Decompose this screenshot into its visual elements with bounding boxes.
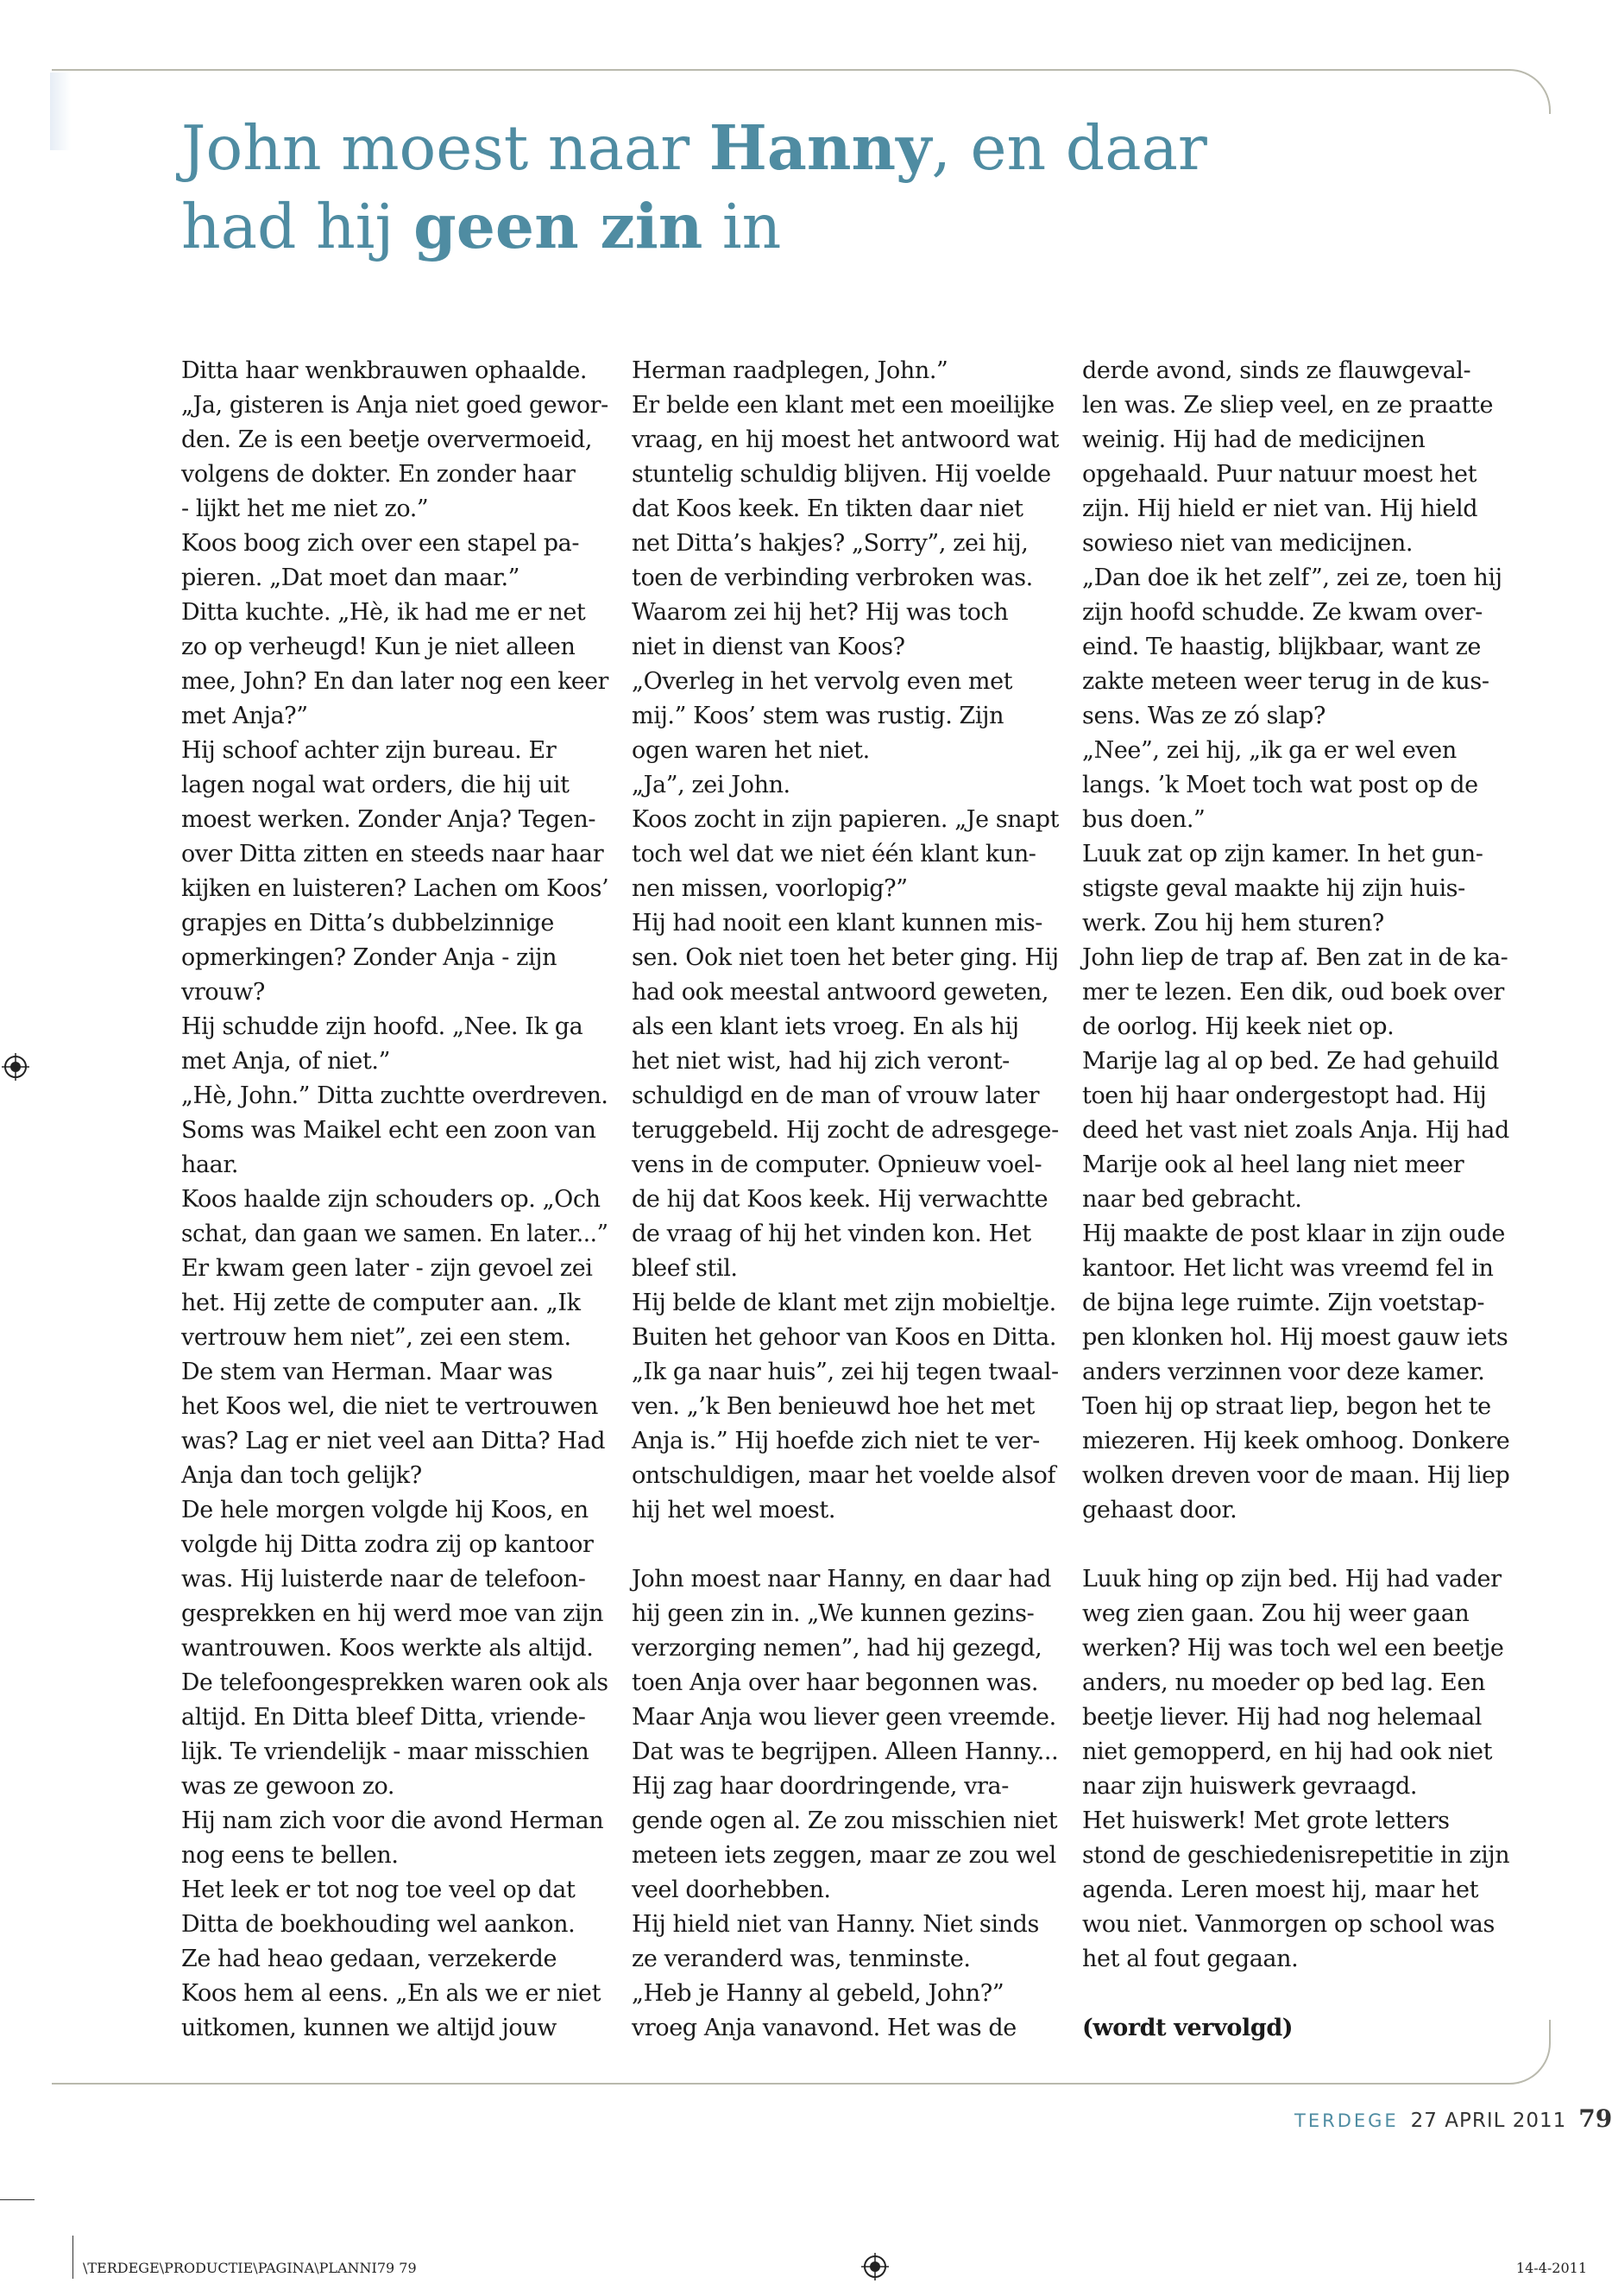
text-column-2 — [632, 354, 1059, 2046]
text-line: was? Lag er niet veel aan Ditta? Had — [181, 1428, 606, 1454]
article-headline — [181, 109, 1433, 266]
text-line: „Hè, John.” Ditta zuchtte overdreven. — [181, 1082, 608, 1109]
text-line: ven. „’k Ben benieuwd hoe het met — [632, 1393, 1035, 1420]
text-line: (wordt vervolgd) — [1082, 2015, 1294, 2041]
text-line: Ditta de boekhouding wel aankon. — [181, 1911, 576, 1938]
text-line: De stem van Herman. Maar was — [181, 1359, 553, 1385]
text-line: haar. — [181, 1151, 239, 1178]
text-line: nog eens te bellen. — [181, 1842, 399, 1869]
text-line: dat Koos keek. En tikten daar niet — [632, 495, 1023, 522]
text-line: uitkomen, kunnen we altijd jouw — [181, 2015, 557, 2041]
text-line: Hij belde de klant met zijn mobieltje. — [632, 1290, 1056, 1316]
text-line: pieren. „Dat moet dan maar.” — [181, 565, 520, 591]
text-line: Hij nam zich voor die avond Herman — [181, 1807, 604, 1834]
text-line: stuntelig schuldig blijven. Hij voelde — [632, 461, 1051, 488]
text-line: gende ogen al. Ze zou misschien niet — [632, 1807, 1058, 1834]
text-line: zakte meteen weer terug in de kus- — [1082, 668, 1489, 695]
text-line: had ook meestal antwoord geweten, — [632, 979, 1049, 1006]
text-line: den. Ze is een beetje oververmoeid, — [181, 426, 593, 453]
text-line: volgens de dokter. En zonder haar — [181, 461, 576, 488]
text-line: „Overleg in het vervolg even met — [632, 668, 1013, 695]
page-frame-top — [52, 69, 1551, 114]
text-line: naar bed gebracht. — [1082, 1186, 1302, 1213]
text-line: zijn. Hij hield er niet van. Hij hield — [1082, 495, 1478, 522]
text-line: Maar Anja wou liever geen vreemde. — [632, 1704, 1056, 1731]
text-line: ze veranderd was, tenminste. — [632, 1946, 971, 1972]
text-line: Koos haalde zijn schouders op. „Och — [181, 1186, 601, 1213]
text-line: was. Hij luisterde naar de telefoon- — [181, 1566, 586, 1593]
issue-date: 27 APRIL 2011 — [1410, 2110, 1567, 2132]
text-line: Dat was te begrijpen. Alleen Hanny... — [632, 1738, 1059, 1765]
text-line: het. Hij zette de computer aan. „Ik — [181, 1290, 581, 1316]
text-line: lagen nogal wat orders, die hij uit — [181, 772, 570, 798]
text-line: anders, nu moeder op bed lag. Een — [1082, 1669, 1485, 1696]
text-line: Hij hield niet van Hanny. Niet sinds — [632, 1911, 1039, 1938]
text-line: stond de geschiedenisrepetitie in zijn — [1082, 1842, 1510, 1869]
text-line: teruggebeld. Hij zocht de adresgege- — [632, 1117, 1059, 1144]
text-line: altijd. En Ditta bleef Ditta, vriende- — [181, 1704, 586, 1731]
text-line: ontschuldigen, maar het voelde alsof — [632, 1462, 1056, 1489]
text-line: John liep de trap af. Ben zat in de ka- — [1082, 944, 1508, 971]
headline-segment: John moest naar — [181, 112, 709, 184]
text-line: Hij schoof achter zijn bureau. Er — [181, 737, 557, 764]
text-line: volgde hij Ditta zodra zij op kantoor — [181, 1531, 594, 1558]
headline-line-2 — [181, 187, 1433, 266]
text-line: derde avond, sinds ze flauwgeval- — [1082, 357, 1471, 384]
text-line: „Dan doe ik het zelf”, zei ze, toen hij — [1082, 565, 1502, 591]
text-line: Marije lag al op bed. Ze had gehuild — [1082, 1048, 1499, 1075]
page-number: 79 — [1578, 2104, 1612, 2133]
text-line: mij.” Koos’ stem was rustig. Zijn — [632, 703, 1004, 729]
text-line: eind. Te haastig, blijkbaar, want ze — [1082, 634, 1482, 660]
text-line: len was. Ze sliep veel, en ze praatte — [1082, 392, 1494, 419]
trim-mark — [72, 2236, 73, 2279]
headline-segment: in — [702, 191, 782, 262]
text-line: gehaast door. — [1082, 1497, 1237, 1523]
text-line: net Ditta’s hakjes? „Sorry”, zei hij, — [632, 530, 1029, 557]
text-line: niet in dienst van Koos? — [632, 634, 905, 660]
text-line: wolken dreven voor de maan. Hij liep — [1082, 1462, 1510, 1489]
text-line: hij geen zin in. „We kunnen gezins- — [632, 1600, 1035, 1627]
text-line: toen de verbinding verbroken was. — [632, 565, 1033, 591]
text-line: nen missen, voorlopig?” — [632, 875, 908, 902]
text-line: was ze gewoon zo. — [181, 1773, 395, 1800]
headline-emphasis: Hanny — [708, 111, 932, 184]
text-line: Koos hem al eens. „En als we er niet — [181, 1980, 601, 2007]
text-line: weinig. Hij had de medicijnen — [1082, 426, 1426, 453]
text-line: Luuk hing op zijn bed. Hij had vader — [1082, 1566, 1502, 1593]
text-line: agenda. Leren moest hij, maar het — [1082, 1877, 1479, 1903]
text-line: naar zijn huiswerk gevraagd. — [1082, 1773, 1418, 1800]
text-line: Hij zag haar doordringende, vra- — [632, 1773, 1009, 1800]
page-footer — [1294, 2102, 1612, 2136]
text-line: mee, John? En dan later nog een keer — [181, 668, 608, 695]
text-line: Koos zocht in zijn papieren. „Je snapt — [632, 806, 1059, 833]
text-line: Anja is.” Hij hoefde zich niet te ver- — [632, 1428, 1040, 1454]
text-line: Ditta haar wenkbrauwen ophaalde. — [181, 357, 588, 384]
text-line: ogen waren het niet. — [632, 737, 870, 764]
headline-segment: had hij — [181, 191, 414, 262]
text-line: gesprekken en hij werd moe van zijn — [181, 1600, 604, 1627]
text-line: met Anja, of niet.” — [181, 1048, 391, 1075]
text-line: wou niet. Vanmorgen op school was — [1082, 1911, 1495, 1938]
text-line: sen. Ook niet toen het beter ging. Hij — [632, 944, 1059, 971]
text-line: „Ja, gisteren is Anja niet goed gewor- — [181, 392, 608, 419]
text-line: bus doen.” — [1082, 806, 1206, 833]
text-line: Er belde een klant met een moeilijke — [632, 392, 1055, 419]
text-line: verzorging nemen”, had hij gezegd, — [632, 1635, 1042, 1662]
text-line: bleef stil. — [632, 1255, 738, 1282]
print-slug-date: 14-4-2011 — [1515, 2260, 1587, 2276]
text-line — [632, 1528, 1059, 1562]
text-line: als een klant iets vroeg. En als hij — [632, 1013, 1019, 1040]
text-line: veel doorhebben. — [632, 1877, 831, 1903]
text-line: zijn hoofd schudde. Ze kwam over- — [1082, 599, 1483, 626]
text-line: niet gemopperd, en hij had ook niet — [1082, 1738, 1493, 1765]
text-line: het Koos wel, die niet te vertrouwen — [181, 1393, 599, 1420]
text-line: John moest naar Hanny, en daar had — [632, 1566, 1051, 1593]
text-line: Hij maakte de post klaar in zijn oude — [1082, 1221, 1505, 1247]
text-line — [1082, 1528, 1509, 1562]
text-line: Herman raadplegen, John.” — [632, 357, 948, 384]
text-column-1 — [181, 354, 608, 2046]
text-line: vroeg Anja vanavond. Het was de — [632, 2015, 1017, 2041]
print-slug-path: \TERDEGE\PRODUCTIE\PAGINA\PLANNI79 79 — [83, 2260, 417, 2276]
text-line: zo op verheugd! Kun je niet alleen — [181, 634, 576, 660]
text-line: met Anja?” — [181, 703, 308, 729]
text-line: sowieso niet van medicijnen. — [1082, 530, 1414, 557]
text-line: Marije ook al heel lang niet meer — [1082, 1151, 1464, 1178]
text-line: kijken en luisteren? Lachen om Koos’ — [181, 875, 609, 902]
text-line: het al fout gegaan. — [1082, 1946, 1299, 1972]
text-line: toen Anja over haar begonnen was. — [632, 1669, 1039, 1696]
text-line: Hij had nooit een klant kunnen mis- — [632, 910, 1042, 937]
text-line: Het leek er tot nog toe veel op dat — [181, 1877, 576, 1903]
text-line: Het huiswerk! Met grote letters — [1082, 1807, 1450, 1834]
text-line: sens. Was ze zó slap? — [1082, 703, 1325, 729]
text-line: vertrouw hem niet”, zei een stem. — [181, 1324, 571, 1351]
registration-mark-icon — [861, 2253, 889, 2280]
text-line: De hele morgen volgde hij Koos, en — [181, 1497, 589, 1523]
text-line: kantoor. Het licht was vreemd fel in — [1082, 1255, 1494, 1282]
text-line: opmerkingen? Zonder Anja - zijn — [181, 944, 557, 971]
text-line: de hij dat Koos keek. Hij verwachtte — [632, 1186, 1048, 1213]
registration-mark-icon — [2, 1053, 29, 1081]
text-line: langs. ’k Moet toch wat post op de — [1082, 772, 1478, 798]
text-line: de vraag of hij het vinden kon. Het — [632, 1221, 1031, 1247]
text-line: vens in de computer. Opnieuw voel- — [632, 1151, 1042, 1178]
text-line: vraag, en hij moest het antwoord wat — [632, 426, 1060, 453]
text-line — [1082, 1977, 1509, 2011]
text-line: beetje liever. Hij had nog helemaal — [1082, 1704, 1483, 1731]
text-line: - lijkt het me niet zo.” — [181, 495, 429, 522]
text-line: „Ik ga naar huis”, zei hij tegen twaal- — [632, 1359, 1059, 1385]
text-line: De telefoongesprekken waren ook als — [181, 1669, 608, 1696]
text-column-3 — [1082, 354, 1509, 2046]
text-line: Er kwam geen later - zijn gevoel zei — [181, 1255, 593, 1282]
text-line: „Nee”, zei hij, „ik ga er wel even — [1082, 737, 1457, 764]
text-line: Ditta kuchte. „Hè, ik had me er net — [181, 599, 586, 626]
text-line: schat, dan gaan we samen. En later...” — [181, 1221, 608, 1247]
text-line: Ze had heao gedaan, verzekerde — [181, 1946, 557, 1972]
text-line: Toen hij op straat liep, begon het te — [1082, 1393, 1491, 1420]
text-line: lijk. Te vriendelijk - maar misschien — [181, 1738, 589, 1765]
text-line: grapjes en Ditta’s dubbelzinnige — [181, 910, 555, 937]
text-line: toen hij haar ondergestopt had. Hij — [1082, 1082, 1487, 1109]
text-line: Buiten het gehoor van Koos en Ditta. — [632, 1324, 1057, 1351]
text-line: werken? Hij was toch wel een beetje — [1082, 1635, 1504, 1662]
text-line: over Ditta zitten en steeds naar haar — [181, 841, 604, 867]
text-line: mer te lezen. Een dik, oud boek over — [1082, 979, 1504, 1006]
headline-emphasis: geen zin — [413, 190, 703, 262]
text-line: miezeren. Hij keek omhoog. Donkere — [1082, 1428, 1510, 1454]
text-line: Soms was Maikel echt een zoon van — [181, 1117, 596, 1144]
magazine-name: TERDEGE — [1294, 2110, 1399, 2131]
headline-line-1 — [181, 109, 1433, 187]
text-line: deed het vast niet zoals Anja. Hij had — [1082, 1117, 1509, 1144]
text-line: Hij schudde zijn hoofd. „Nee. Ik ga — [181, 1013, 583, 1040]
text-line: meteen iets zeggen, maar ze zou wel — [632, 1842, 1056, 1869]
text-line: Waarom zei hij het? Hij was toch — [632, 599, 1009, 626]
text-line: schuldigd en de man of vrouw later — [632, 1082, 1040, 1109]
text-line: toch wel dat we niet één klant kun- — [632, 841, 1036, 867]
text-line: werk. Zou hij hem sturen? — [1082, 910, 1384, 937]
text-line: „Heb je Hanny al gebeld, John?” — [632, 1980, 1004, 2007]
text-line: vrouw? — [181, 979, 265, 1006]
text-line: Luuk zat op zijn kamer. In het gun- — [1082, 841, 1483, 867]
text-line: moest werken. Zonder Anja? Tegen- — [181, 806, 596, 833]
text-line: stigste geval maakte hij zijn huis- — [1082, 875, 1465, 902]
text-line: weg zien gaan. Zou hij weer gaan — [1082, 1600, 1470, 1627]
text-line: wantrouwen. Koos werkte als altijd. — [181, 1635, 594, 1662]
text-line: het niet wist, had hij zich veront- — [632, 1048, 1010, 1075]
text-line: de bijna lege ruimte. Zijn voetstap- — [1082, 1290, 1485, 1316]
text-line: de oorlog. Hij keek niet op. — [1082, 1013, 1395, 1040]
text-line: hij het wel moest. — [632, 1497, 836, 1523]
text-line: „Ja”, zei John. — [632, 772, 790, 798]
trim-mark — [0, 2199, 35, 2200]
text-line: pen klonken hol. Hij moest gauw iets — [1082, 1324, 1508, 1351]
text-line: Koos boog zich over een stapel pa- — [181, 530, 580, 557]
text-line: opgehaald. Puur natuur moest het — [1082, 461, 1477, 488]
text-line: anders verzinnen voor deze kamer. — [1082, 1359, 1485, 1385]
headline-segment: , en daar — [931, 112, 1207, 184]
text-line: Anja dan toch gelijk? — [181, 1462, 422, 1489]
